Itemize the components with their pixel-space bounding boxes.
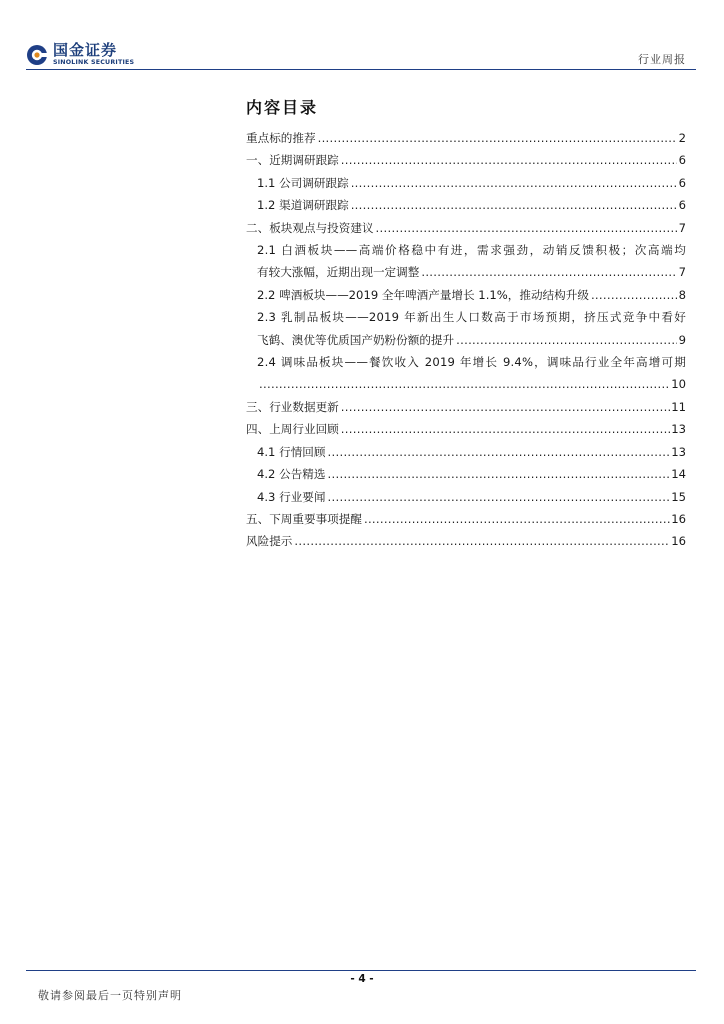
toc-entry[interactable]	[246, 284, 686, 306]
toc-entry-page: 8	[678, 287, 686, 302]
toc-entry-page: 13	[671, 422, 686, 437]
toc-entry-text: 2.1 白酒板块——高端价格稳中有进，需求强劲，动销反馈积极；次高端均	[257, 243, 686, 258]
toc-entry-text: 三、行业数据更新	[246, 399, 339, 414]
toc-entry-text: 1.2 渠道调研跟踪	[257, 198, 349, 213]
toc-entry-page: 15	[671, 489, 686, 504]
toc-entry[interactable]	[246, 486, 686, 508]
toc-entry-text: 2.3 乳制品板块——2019 年新出生人口数高于市场预期，挤压式竞争中看好	[257, 310, 686, 325]
toc-entry-text: 2.4 调味品板块——餐饮收入 2019 年增长 9.4%，调味品行业全年高增可期	[257, 355, 686, 370]
toc-entry-text: 4.3 行业要闻	[257, 489, 326, 504]
toc-entry-page: 10	[671, 377, 686, 392]
toc-entry[interactable]	[246, 441, 686, 463]
toc-entry-page: 11	[671, 399, 686, 414]
toc-entry[interactable]	[246, 239, 686, 284]
toc-entry-text: 二、板块观点与投资建议	[246, 220, 374, 235]
toc-entry[interactable]	[246, 306, 686, 351]
toc-entry[interactable]	[246, 396, 686, 418]
page-number: - 4 -	[350, 973, 374, 985]
disclaimer-note: 敬请参阅最后一页特别声明	[38, 989, 182, 1002]
toc-entry[interactable]	[246, 463, 686, 485]
toc-entry[interactable]	[246, 127, 686, 149]
toc-entry[interactable]	[246, 530, 686, 552]
toc-entry-text: 重点标的推荐	[246, 131, 316, 145]
toc-entry-text: 1.1 公司调研跟踪	[257, 175, 349, 190]
toc-entry[interactable]	[246, 194, 686, 216]
toc-entry-page: 13	[671, 444, 686, 459]
logo-mark-icon	[26, 44, 48, 66]
table-of-contents	[246, 95, 686, 553]
logo-chinese-name: 国金证券	[53, 41, 118, 60]
toc-entry-text: 一、近期调研跟踪	[246, 153, 339, 168]
toc-title: 内容目录	[246, 98, 319, 117]
toc-entry-page: 2	[678, 131, 686, 145]
report-type-label: 行业周报	[638, 53, 686, 66]
sinolink-logo	[26, 42, 134, 68]
toc-entry-text-continued: 有较大涨幅，近期出现一定调整	[257, 265, 420, 280]
footer-divider	[26, 970, 696, 971]
toc-entry[interactable]	[246, 351, 686, 396]
toc-entry-page: 6	[678, 175, 686, 190]
toc-entry-text: 风险提示	[246, 534, 293, 549]
page-header	[0, 0, 724, 75]
toc-entry-text: 四、上周行业回顾	[246, 422, 339, 437]
toc-entry[interactable]	[246, 172, 686, 194]
toc-entry-page: 7	[678, 265, 686, 280]
header-divider	[26, 69, 696, 70]
toc-entry[interactable]	[246, 418, 686, 440]
toc-entry-page: 14	[671, 467, 686, 482]
toc-entry-page: 7	[678, 220, 686, 235]
toc-entry-page: 16	[671, 511, 686, 526]
toc-entry-page: 16	[671, 534, 686, 549]
toc-entry-text: 4.2 公告精选	[257, 467, 326, 482]
toc-entry[interactable]	[246, 217, 686, 239]
toc-entry-text-continued: 飞鹤、澳优等优质国产奶粉份额的提升	[257, 332, 455, 347]
toc-entry-page: 6	[678, 153, 686, 168]
toc-entry-text: 五、下周重要事项提醒	[246, 511, 362, 526]
toc-entry-text: 2.2 啤酒板块——2019 全年啤酒产量增长 1.1%，推动结构升级	[257, 287, 589, 302]
logo-english-name: SINOLINK SECURITIES	[53, 59, 135, 67]
toc-entry-text: 4.1 行情回顾	[257, 444, 326, 459]
toc-entry[interactable]	[246, 508, 686, 530]
toc-entry-page: 6	[678, 198, 686, 213]
toc-entry-page: 9	[678, 332, 686, 347]
toc-entry[interactable]	[246, 149, 686, 171]
